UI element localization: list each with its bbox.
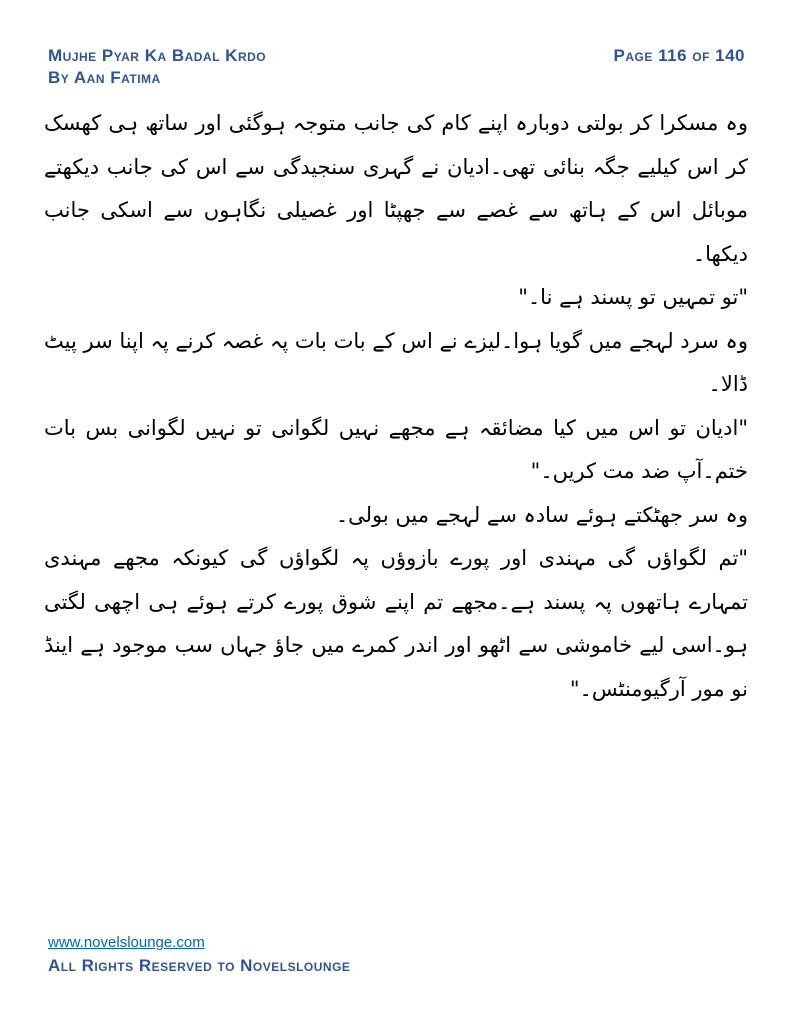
paragraph: وہ سرد لہجے میں گویا ہوا۔لیزے نے اس کے بات بات پہ غصہ کرنے پہ اپنا سر پیٹ ڈالا۔ bbox=[44, 328, 748, 396]
author-name: By Aan Fatima bbox=[48, 68, 161, 87]
paragraph: "تو تمہیں تو پسند ہے نا۔" bbox=[518, 285, 748, 309]
paragraph: "ادیان تو اس میں کیا مضائقہ ہے مجھے نہیں لگوانی تو نہیں لگوانی بس بات ختم۔آپ ضد مت کریں۔" bbox=[44, 415, 748, 483]
story-body bbox=[44, 102, 748, 711]
paragraph: "تم لگواؤں گی مہندی اور پورے بازوؤں پہ لگواؤں گی کیونکہ مجھے مہندی تمہارے ہاتھوں پہ پسند ہے۔مجھے تم اپنے شوق پورے کرتے ہوئے ہی اچھی لگتی ہو۔اسی لیے خاموشی سے اٹھو اور اندر کمرے میں جاؤ جہاں سب موجود ہے اینڈ نو مور آرگیومنٹس۔" bbox=[44, 546, 748, 701]
paragraph: وہ سر جھٹکتے ہوئے سادہ سے لہجے میں بولی۔ bbox=[335, 502, 748, 527]
website-link[interactable]: www.novelslounge.com bbox=[48, 934, 205, 951]
page-indicator: Page 116 of 140 bbox=[613, 46, 745, 65]
novel-title: Mujhe Pyar Ka Badal Krdo bbox=[48, 46, 267, 65]
copyright-notice: All Rights Reserved to Novelslounge bbox=[48, 956, 351, 975]
paragraph: وہ مسکرا کر بولتی دوبارہ اپنے کام کی جانب متوجہ ہوگئی اور ساتھ ہی کھسک کر اس کیلیے جگہ بنائی تھی۔ادیان نے گہری سنجیدگی سے اس کی جانب دیکھتے موبائل اس کے ہاتھ سے غصے سے جھپٹا اور غصیلی نگاہوں سے اسکی جانب دیکھا۔ bbox=[44, 111, 749, 266]
